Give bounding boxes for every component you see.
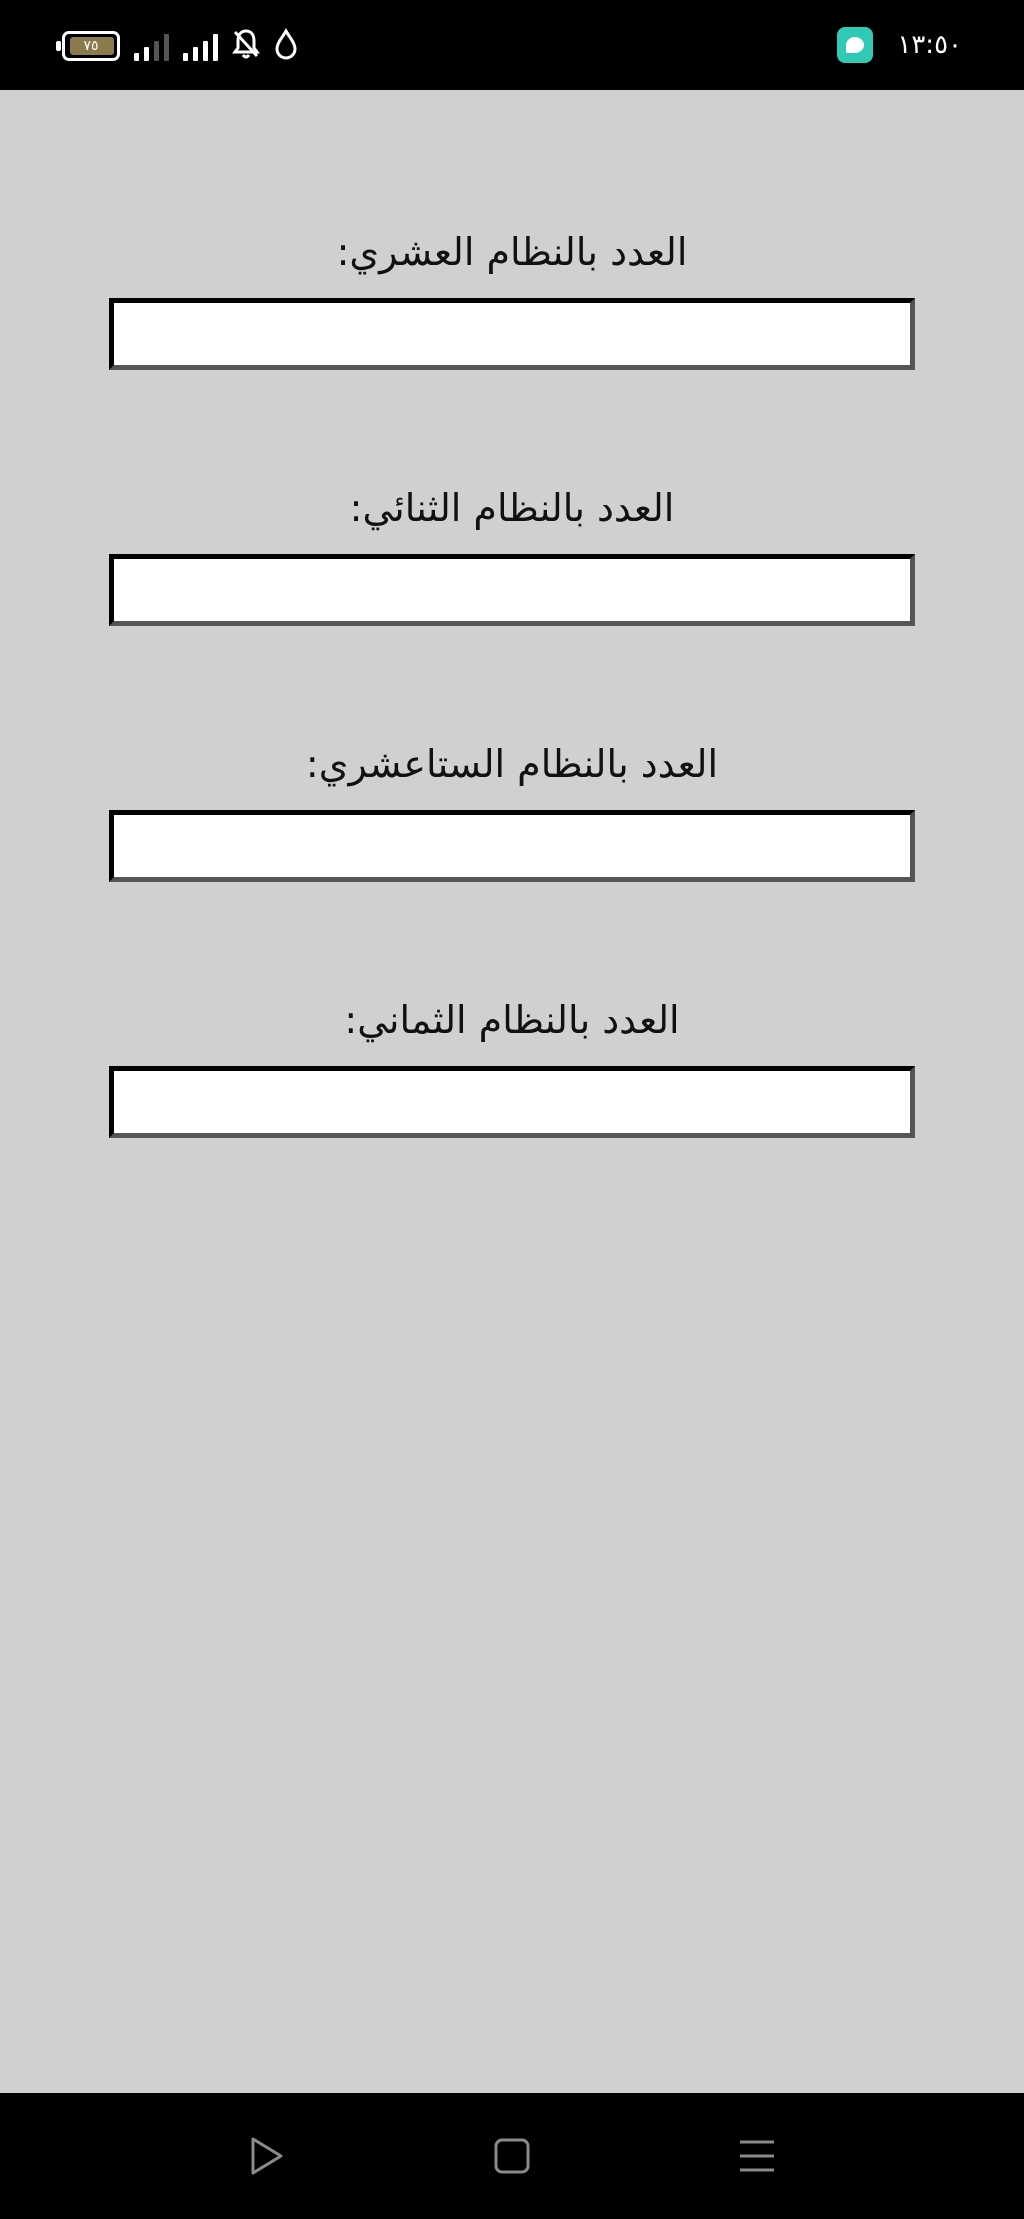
decimal-label: العدد بالنظام العشري: <box>336 230 688 274</box>
decimal-input[interactable] <box>109 298 915 370</box>
back-button[interactable] <box>237 2126 297 2186</box>
recents-button[interactable] <box>727 2126 787 2186</box>
home-button[interactable] <box>482 2126 542 2186</box>
status-bar <box>0 0 1024 90</box>
binary-input[interactable] <box>109 554 915 626</box>
status-icons <box>62 26 298 66</box>
octal-label: العدد بالنظام الثماني: <box>344 998 680 1042</box>
home-square-icon <box>492 2136 532 2176</box>
status-right <box>837 24 962 66</box>
back-triangle-icon <box>247 2134 287 2178</box>
status-time: ١٣:٥٠ <box>897 30 962 60</box>
app-notification-icon <box>837 27 873 63</box>
battery-level: ٧٥ <box>83 38 99 54</box>
hexadecimal-label: العدد بالنظام الستاعشري: <box>305 742 719 786</box>
navigation-bar <box>0 2093 1024 2219</box>
binary-label: العدد بالنظام الثنائي: <box>349 486 675 530</box>
battery-icon <box>62 31 120 61</box>
menu-lines-icon <box>737 2136 777 2176</box>
bell-muted-icon <box>232 28 260 64</box>
signal-sim1-icon <box>134 31 169 61</box>
octal-input[interactable] <box>109 1066 915 1138</box>
water-drop-icon <box>274 28 298 64</box>
hexadecimal-input[interactable] <box>109 810 915 882</box>
signal-sim2-icon <box>183 31 218 61</box>
